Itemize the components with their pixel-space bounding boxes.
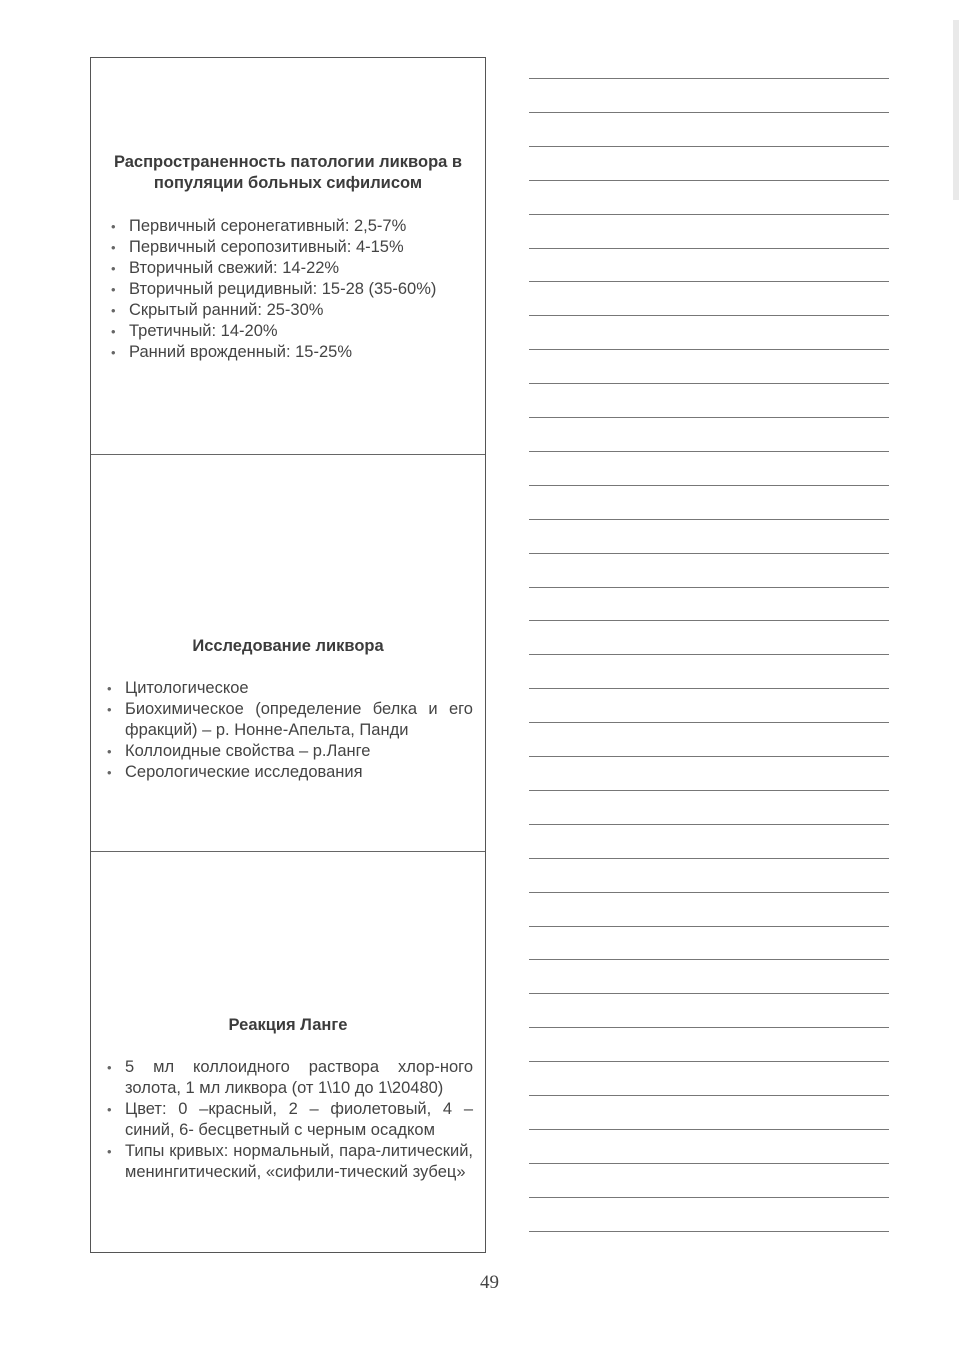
note-line [529,993,889,994]
slide-2 [91,454,485,851]
note-line [529,1163,889,1164]
scan-edge-shadow [953,20,959,200]
note-line [529,858,889,859]
note-line [529,519,889,520]
note-line [529,722,889,723]
slide-title: Реакция Ланге [228,1016,348,1034]
bullet-item: • Первичный серопозитивный: 4-15% [103,237,471,258]
note-line [529,485,889,486]
note-line [529,688,889,689]
slide-title: Распространенность патологии ликвора в популяции больных сифилисом [113,153,463,192]
note-line [529,553,889,554]
bullet-item: • Коллоидные свойства – р.Ланге [99,741,473,762]
bullet-item: • Вторичный свежий: 14-22% [103,258,471,279]
slide-1 [91,58,485,454]
note-line [529,1197,889,1198]
bullet-list [99,678,473,783]
note-line [529,824,889,825]
note-line [529,146,889,147]
note-line [529,315,889,316]
bullet-item: • Первичный серонегативный: 2,5-7% [103,216,471,237]
note-line [529,926,889,927]
note-line [529,620,889,621]
bullet-list [103,216,471,363]
note-line [529,248,889,249]
note-line [529,281,889,282]
note-line [529,78,889,79]
bullet-item: • Серологические исследования [99,762,473,783]
note-line [529,1231,889,1232]
note-line [529,1095,889,1096]
note-line [529,1129,889,1130]
page-number: 49 [480,1272,499,1293]
bullet-item: • 5 мл коллоидного раствора хлор-ного золота, 1 мл ликвора (от 1\10 до 1\20480) [99,1057,473,1099]
bullet-item: • Вторичный рецидивный: 15-28 (35-60%) [103,279,471,300]
bullet-item: • Цитологическое [99,678,473,699]
slide-3 [91,851,485,1254]
note-line [529,214,889,215]
slide-title: Исследование ликвора [192,637,384,655]
note-line [529,587,889,588]
note-line [529,180,889,181]
note-line [529,417,889,418]
note-line [529,892,889,893]
bullet-item: • Биохимическое (определение белка и его фракций) – р. Нонне-Апельта, Панди [99,699,473,741]
note-line [529,383,889,384]
bullet-list [99,1057,473,1183]
note-line [529,1061,889,1062]
note-line [529,1027,889,1028]
note-line [529,654,889,655]
bullet-item: • Скрытый ранний: 25-30% [103,300,471,321]
note-line [529,790,889,791]
note-line [529,959,889,960]
notes-lines-area [529,70,889,1250]
note-line [529,756,889,757]
note-line [529,451,889,452]
bullet-item: • Цвет: 0 –красный, 2 – фиолетовый, 4 – синий, 6- бесцветный с черным осадком [99,1099,473,1141]
slides-column [90,57,486,1253]
bullet-item: • Третичный: 14-20% [103,321,471,342]
note-line [529,349,889,350]
bullet-item: • Типы кривых: нормальный, пара-литический, менингитический, «сифили-тический зубец» [99,1141,473,1183]
note-line [529,112,889,113]
bullet-item: • Ранний врожденный: 15-25% [103,342,471,363]
